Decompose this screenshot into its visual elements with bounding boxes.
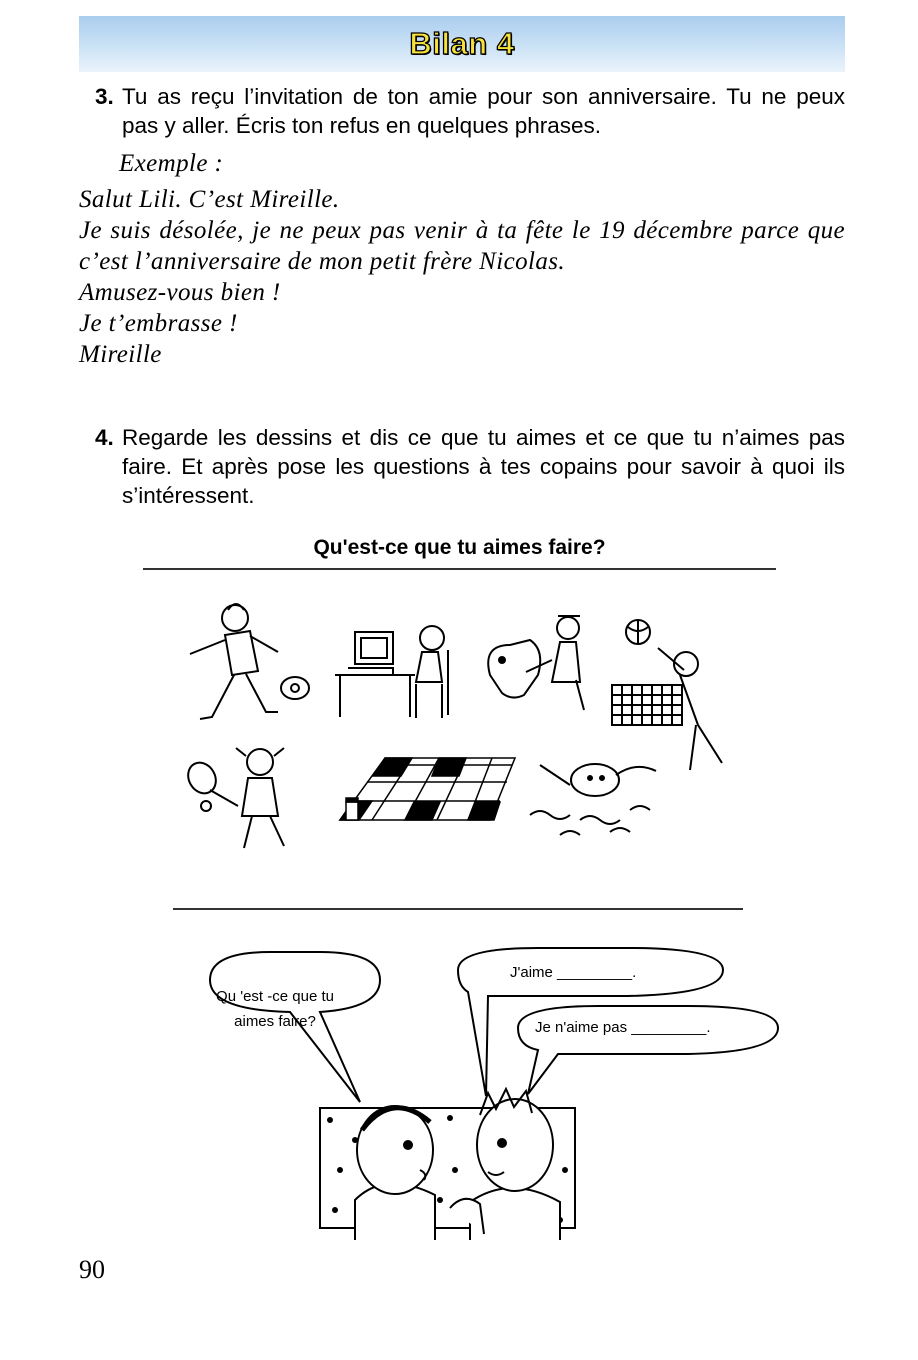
figure-title: Qu'est-ce que tu aimes faire? <box>313 536 606 559</box>
girl-drawing <box>355 1106 435 1240</box>
example-line-wish: Amusez-vous bien ! <box>79 279 281 306</box>
question-line-2: aimes faire? <box>234 1013 316 1030</box>
example-line-greeting: Salut Lili. C’est Mireille. <box>79 186 340 213</box>
exercise-3 <box>95 82 845 140</box>
exercise-3-number: 3. <box>95 84 114 109</box>
exercise-3-instruction: Tu as reçu l’invitation de ton amie pour son anniversaire. Tu ne peux pas y aller. Écris ton refus en quelques phrases. <box>122 84 845 138</box>
tennis-player-drawing <box>183 748 284 848</box>
horse-rider-drawing <box>488 616 584 710</box>
exercise-4-number: 4. <box>95 425 114 450</box>
like-answer: J'aime _________. <box>510 964 637 981</box>
example-line-closing: Je t’embrasse ! <box>79 310 238 337</box>
exercise-4 <box>95 423 845 510</box>
example-line-body: Je suis désolée, je ne peux pas venir à ta fête le 19 décembre parce que c’est l’anniversaire de mon petit frère Nicolas. <box>79 217 845 275</box>
figure-bottom-rule <box>173 908 743 910</box>
question-line-1: Qu 'est -ce que tu <box>216 988 334 1005</box>
example-letter <box>79 148 845 370</box>
header-banner <box>79 16 845 72</box>
exercise-4-instruction: Regarde les dessins et dis ce que tu aimes et ce que tu n’aimes pas faire. Et après pose les questions à tes copains pour savoir à quoi ils s’intéressent. <box>122 425 845 508</box>
activities-illustration <box>150 580 770 870</box>
football-player-drawing <box>190 604 309 719</box>
example-line-signature: Mireille <box>79 341 162 368</box>
dialogue-illustration <box>150 940 790 1240</box>
swimmer-drawing <box>530 764 656 835</box>
page-number: 90 <box>79 1255 105 1284</box>
example-label: Exemple : <box>119 150 224 177</box>
page-title: Bilan 4 <box>409 26 515 61</box>
computer-user-drawing <box>335 626 448 718</box>
volleyball-player-drawing <box>612 620 722 770</box>
figure-top-rule <box>143 568 776 570</box>
chessboard-drawing <box>340 758 515 820</box>
dislike-answer: Je n'aime pas _________. <box>535 1019 711 1036</box>
